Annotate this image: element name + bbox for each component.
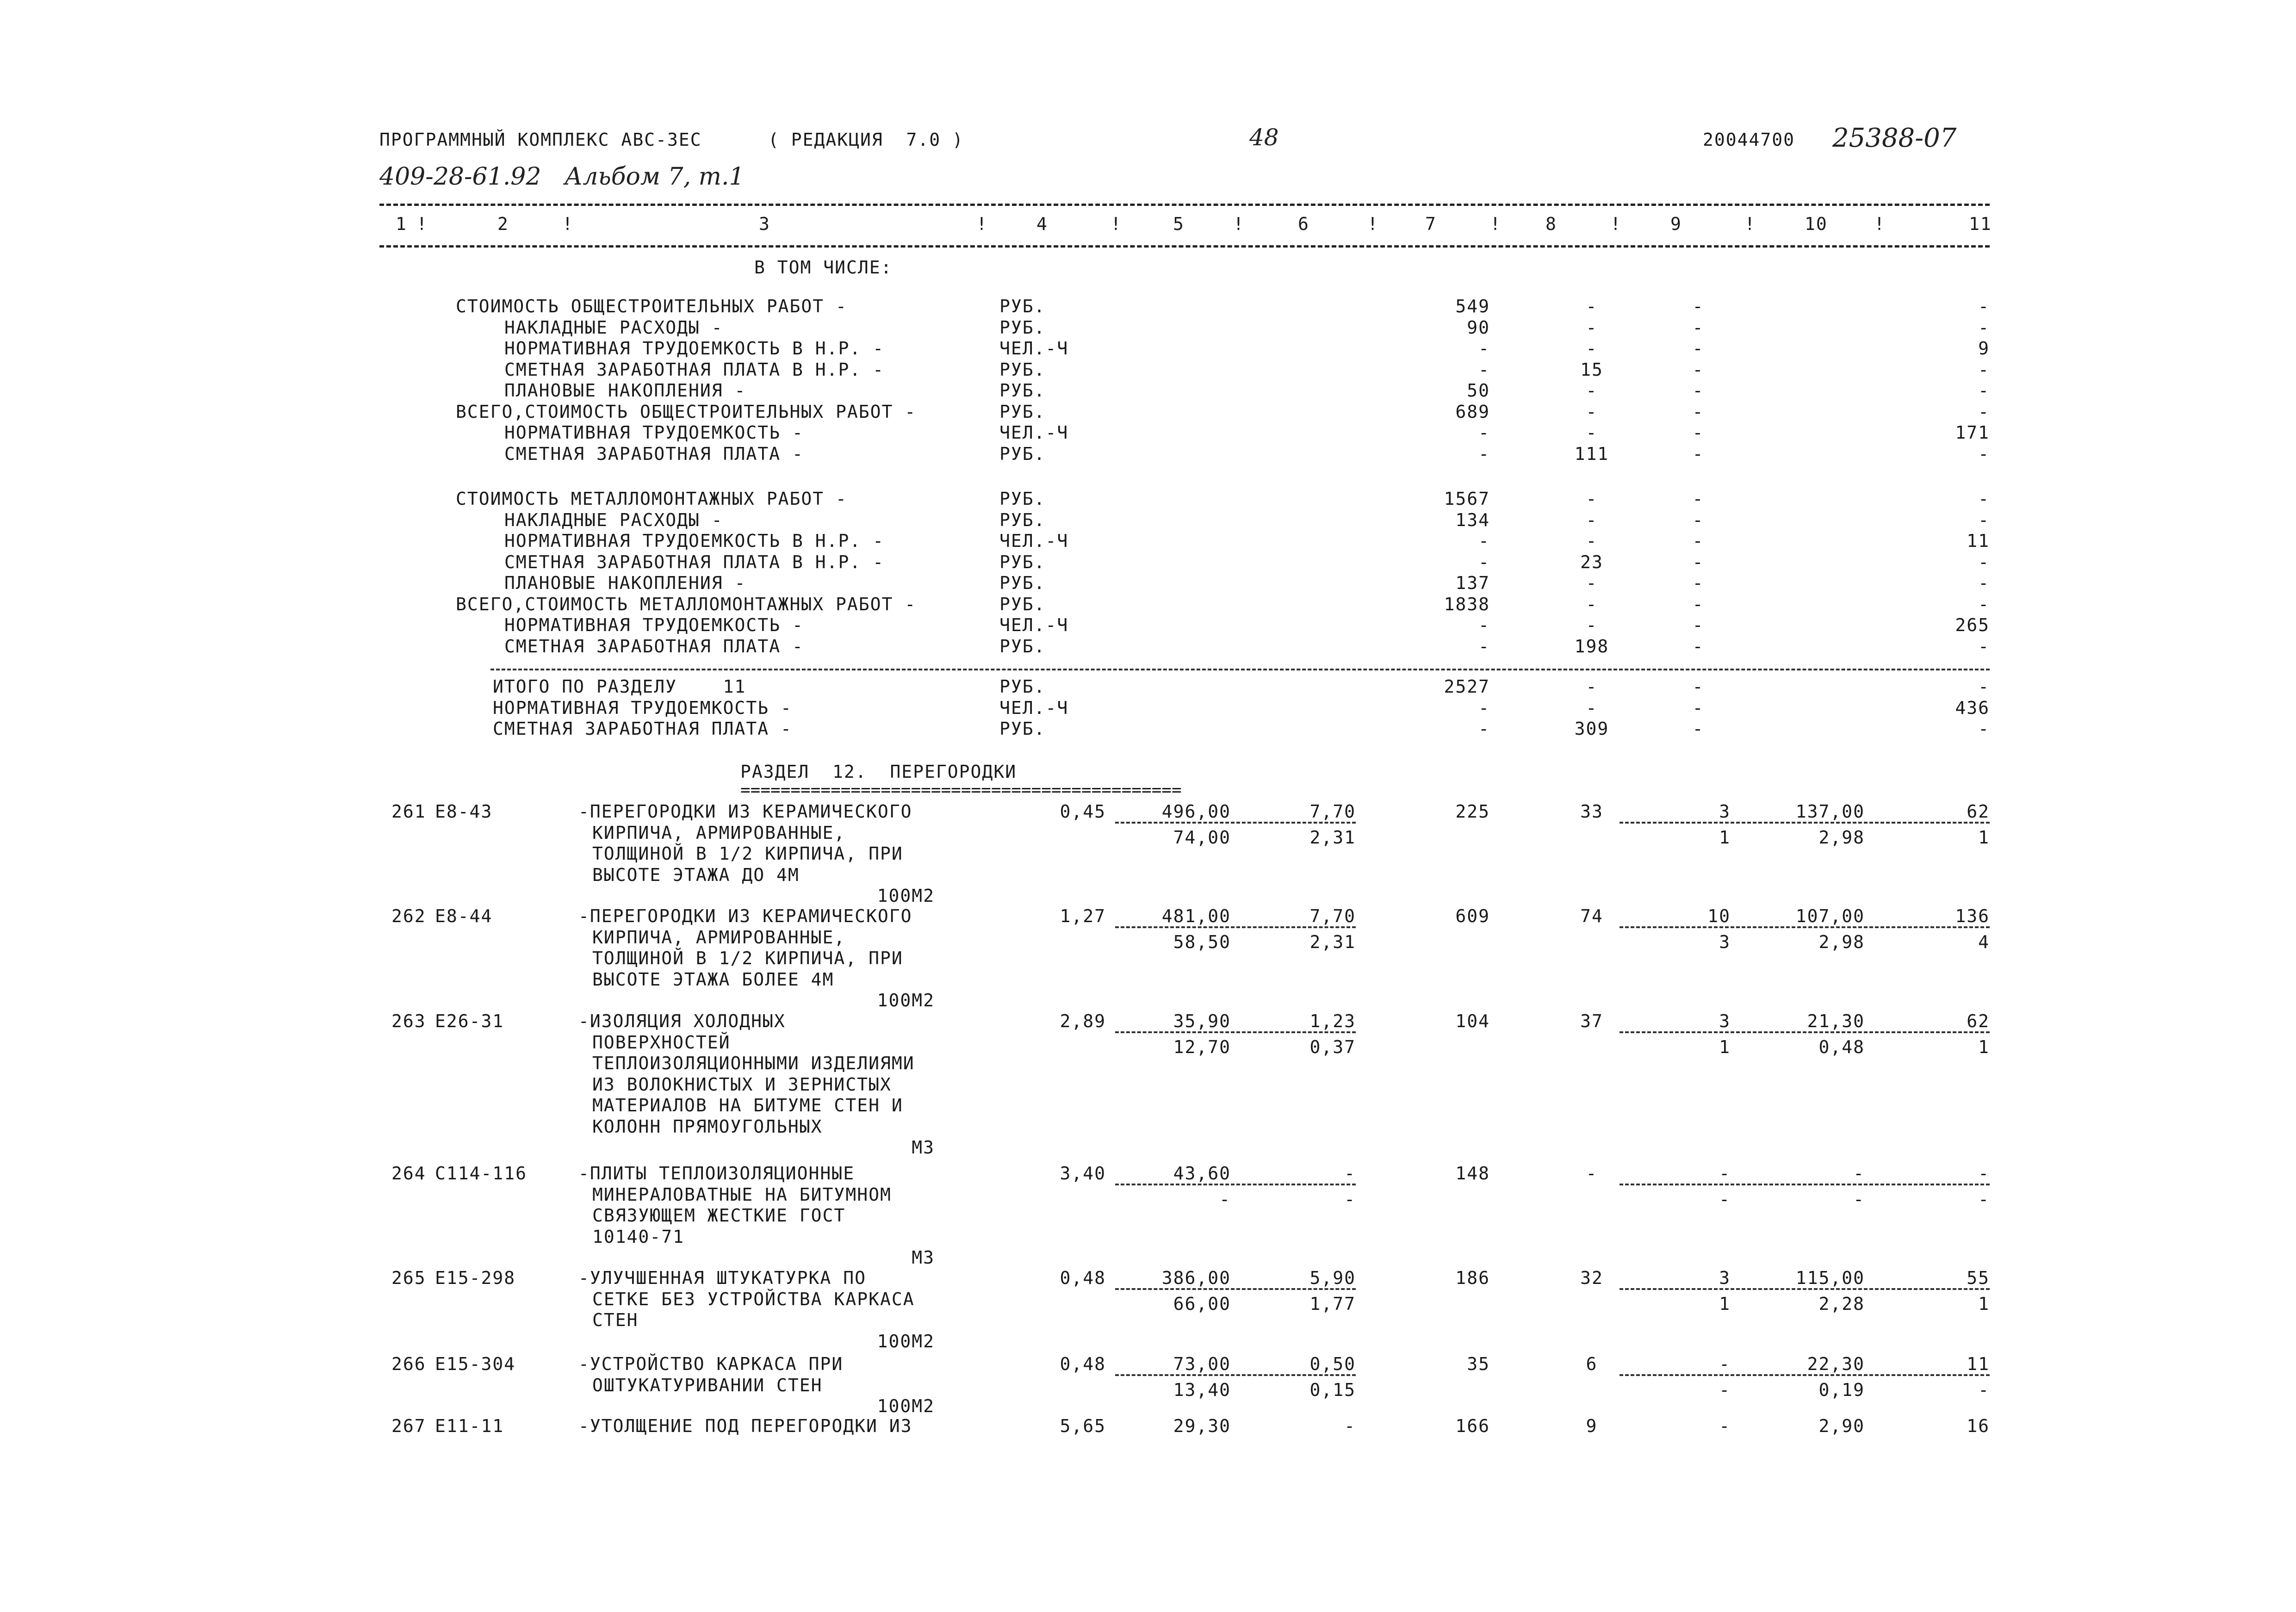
item-col11-total: 62 [1967, 801, 1990, 822]
item-code: Е15-304 [435, 1354, 516, 1374]
item-col11-total: 136 [1955, 906, 1990, 926]
item-col11-total: 16 [1967, 1416, 1990, 1436]
summary-metal-col11: - [1978, 552, 1990, 572]
column-number: 8 [1545, 214, 1557, 234]
summary-general-col8: - [1586, 296, 1598, 316]
item-col8: - [1586, 1163, 1598, 1184]
item-col6-total: - [1344, 1163, 1356, 1184]
item-description: ИЗ ВОЛОКНИСТЫХ И ЗЕРНИСТЫХ [592, 1074, 892, 1095]
item-col9-total: 10 [1707, 906, 1731, 926]
item-quantity: 0,48 [1060, 1268, 1106, 1288]
item-col10-total: 2,90 [1818, 1416, 1865, 1436]
item-col6-wage: 2,31 [1309, 932, 1356, 952]
item-description: ВЫСОТЕ ЭТАЖА БОЛЕЕ 4М [592, 969, 834, 990]
summary-general-label: ВСЕГО,СТОИМОСТЬ ОБЩЕСТРОИТЕЛЬНЫХ РАБОТ - [456, 401, 917, 422]
summary-general-label: ПЛАНОВЫЕ НАКОПЛЕНИЯ - [504, 380, 746, 401]
item-col7: 166 [1455, 1416, 1490, 1436]
item-number: 264 [391, 1163, 426, 1184]
item-col8: 32 [1580, 1268, 1603, 1288]
summary-general-col9: - [1692, 338, 1704, 359]
summary-general-unit: РУБ. [999, 401, 1046, 422]
summary-metal-label: НАКЛАДНЫЕ РАСХОДЫ - [504, 509, 723, 530]
item-description: ПОВЕРХНОСТЕЙ [592, 1032, 731, 1053]
item-col11-wage: - [1978, 1189, 1990, 1209]
column-number: 3 [759, 214, 770, 234]
divider [1115, 926, 1356, 928]
item-col6-wage: 1,77 [1309, 1294, 1356, 1314]
item-col11-wage: - [1978, 1380, 1990, 1400]
total-col8: - [1586, 697, 1598, 718]
summary-general-col9: - [1692, 380, 1704, 401]
summary-general-col8: 15 [1580, 359, 1603, 380]
total-col7: 2527 [1444, 676, 1490, 697]
summary-metal-label: НОРМАТИВНАЯ ТРУДОЕМКОСТЬ - [504, 615, 804, 635]
summary-general-col7: - [1478, 359, 1490, 380]
item-col7: 225 [1455, 801, 1490, 822]
column-separator: ! [1233, 214, 1245, 234]
summary-general-unit: РУБ. [999, 380, 1046, 401]
summary-metal-col8: - [1586, 615, 1598, 635]
summary-metal-label: СТОИМОСТЬ МЕТАЛЛОМОНТАЖНЫХ РАБОТ - [456, 489, 847, 509]
summary-metal-label: СМЕТНАЯ ЗАРАБОТНАЯ ПЛАТА В Н.Р. - [504, 552, 884, 572]
item-col5-total: 496,00 [1161, 801, 1231, 822]
summary-general-label: СМЕТНАЯ ЗАРАБОТНАЯ ПЛАТА - [504, 443, 804, 464]
summary-general-col8: - [1586, 422, 1598, 443]
divider [1115, 1288, 1356, 1290]
item-description: МАТЕРИАЛОВ НА БИТУМЕ СТЕН И [592, 1095, 903, 1116]
column-separator: ! [1744, 214, 1756, 234]
divider [1620, 822, 1990, 824]
divider [1620, 926, 1990, 928]
item-description: -УТОЛЩЕНИЕ ПОД ПЕРЕГОРОДКИ ИЗ [578, 1416, 912, 1436]
summary-general-unit: РУБ. [999, 317, 1046, 338]
divider [1620, 1184, 1990, 1185]
including-label: В ТОМ ЧИСЛЕ: [754, 257, 893, 278]
summary-general-col9: - [1692, 422, 1704, 443]
item-col6-total: 7,70 [1309, 801, 1356, 822]
item-number: 265 [391, 1268, 426, 1288]
item-description: ВЫСОТЕ ЭТАЖА ДО 4М [592, 864, 800, 885]
total-label: НОРМАТИВНАЯ ТРУДОЕМКОСТЬ - [493, 697, 792, 718]
page-number: 48 [1249, 124, 1279, 151]
summary-general-col7: 689 [1455, 401, 1490, 422]
item-col9-wage: - [1719, 1380, 1731, 1400]
item-col11-total: - [1978, 1163, 1990, 1184]
column-separator: ! [1111, 214, 1122, 234]
item-col11-wage: 1 [1978, 1294, 1990, 1314]
item-description: ТЕПЛОИЗОЛЯЦИОННЫМИ ИЗДЕЛИЯМИ [592, 1053, 915, 1073]
item-code: Е15-298 [435, 1268, 516, 1288]
summary-general-col9: - [1692, 359, 1704, 380]
item-col6-wage: 0,15 [1309, 1380, 1356, 1400]
item-col5-wage: 13,40 [1173, 1380, 1231, 1400]
divider [1620, 1374, 1990, 1376]
summary-metal-col11: - [1978, 489, 1990, 509]
item-col9-total: - [1719, 1416, 1731, 1436]
item-col6-total: - [1344, 1416, 1356, 1436]
summary-general-unit: РУБ. [999, 296, 1046, 316]
summary-metal-unit: РУБ. [999, 509, 1046, 530]
item-col10-wage: 0,19 [1818, 1380, 1865, 1400]
summary-metal-col9: - [1692, 636, 1704, 657]
total-col11: 436 [1955, 697, 1990, 718]
item-col10-wage: - [1853, 1189, 1865, 1209]
summary-metal-unit: РУБ. [999, 594, 1046, 614]
summary-metal-col9: - [1692, 573, 1704, 593]
item-col7: 186 [1455, 1268, 1490, 1288]
summary-metal-col8: - [1586, 531, 1598, 551]
item-description: ОШТУКАТУРИВАНИИ СТЕН [592, 1375, 823, 1395]
summary-general-col11: - [1978, 401, 1990, 422]
doc-code: 20044700 [1703, 130, 1795, 150]
section-underline: ============================================ [740, 781, 1182, 800]
item-col8: 33 [1580, 801, 1603, 822]
summary-metal-col8: - [1586, 489, 1598, 509]
summary-metal-col8: - [1586, 594, 1598, 614]
divider [1115, 822, 1356, 824]
item-description: -ПЕРЕГОРОДКИ ИЗ КЕРАМИЧЕСКОГО [578, 801, 912, 822]
item-col7: 609 [1455, 906, 1490, 926]
item-description: СЕТКЕ БЕЗ УСТРОЙСТВА КАРКАСА [592, 1289, 915, 1309]
item-col10-wage: 2,98 [1818, 932, 1865, 952]
item-col5-wage: 74,00 [1173, 827, 1231, 848]
summary-general-unit: РУБ. [999, 443, 1046, 464]
item-col10-total: 22,30 [1807, 1354, 1865, 1374]
total-col11: - [1978, 719, 1990, 739]
total-col7: - [1478, 697, 1490, 718]
total-label: СМЕТНАЯ ЗАРАБОТНАЯ ПЛАТА - [493, 719, 792, 739]
summary-metal-col9: - [1692, 552, 1704, 572]
column-number: 7 [1425, 214, 1437, 234]
item-col9-total: 3 [1719, 1011, 1731, 1031]
item-code: С114-116 [435, 1163, 527, 1184]
item-col6-total: 5,90 [1309, 1268, 1356, 1288]
column-separator: ! [1610, 214, 1622, 234]
summary-metal-col11: - [1978, 509, 1990, 530]
summary-general-col11: - [1978, 317, 1990, 338]
total-col8: 309 [1574, 719, 1609, 739]
item-code: Е8-43 [435, 801, 493, 822]
item-col9-total: - [1719, 1354, 1731, 1374]
item-col11-total: 62 [1967, 1011, 1990, 1031]
column-separator: ! [1874, 214, 1886, 234]
column-number: 11 [1969, 214, 1992, 234]
column-separator: ! [562, 214, 574, 234]
item-unit: 100М2 [877, 886, 935, 906]
item-col7: 104 [1455, 1011, 1490, 1031]
column-number: 10 [1805, 214, 1828, 234]
summary-metal-label: НОРМАТИВНАЯ ТРУДОЕМКОСТЬ В Н.Р. - [504, 531, 884, 551]
item-col9-wage: 1 [1719, 1037, 1731, 1057]
item-col5-wage: 12,70 [1173, 1037, 1231, 1057]
column-separator: ! [1367, 214, 1379, 234]
item-number: 262 [391, 906, 426, 926]
item-col8: 74 [1580, 906, 1603, 926]
item-col10-total: 21,30 [1807, 1011, 1865, 1031]
divider [1115, 1374, 1356, 1376]
item-description: КОЛОНН ПРЯМОУГОЛЬНЫХ [592, 1116, 823, 1137]
summary-metal-unit: РУБ. [999, 636, 1046, 657]
summary-metal-col7: - [1478, 615, 1490, 635]
summary-metal-col9: - [1692, 615, 1704, 635]
total-unit: РУБ. [999, 676, 1046, 697]
summary-general-col7: 549 [1455, 296, 1490, 316]
column-separator: ! [1490, 214, 1502, 234]
total-col7: - [1478, 719, 1490, 739]
divider [1620, 1031, 1990, 1033]
program-title: ПРОГРАММНЫЙ КОМПЛЕКС АВС-ЗЕС [379, 130, 702, 150]
summary-metal-unit: ЧЕЛ.-Ч [999, 615, 1069, 635]
item-col5-wage: 66,00 [1173, 1294, 1231, 1314]
total-col11: - [1978, 676, 1990, 697]
item-number: 266 [391, 1354, 426, 1374]
summary-general-col11: - [1978, 443, 1990, 464]
summary-general-col9: - [1692, 443, 1704, 464]
item-col5-total: 43,60 [1173, 1163, 1231, 1184]
item-description: ТОЛЩИНОЙ В 1/2 КИРПИЧА, ПРИ [592, 843, 903, 864]
summary-metal-col9: - [1692, 489, 1704, 509]
divider [1115, 1184, 1356, 1185]
item-col6-wage: 0,37 [1309, 1037, 1356, 1057]
summary-metal-col7: 1567 [1444, 489, 1490, 509]
summary-general-unit: ЧЕЛ.-Ч [999, 422, 1069, 443]
column-number: 6 [1298, 214, 1309, 234]
summary-metal-col7: - [1478, 636, 1490, 657]
summary-metal-col11: - [1978, 594, 1990, 614]
item-col9-wage: 1 [1719, 827, 1731, 848]
item-col6-wage: 2,31 [1309, 827, 1356, 848]
item-quantity: 1,27 [1060, 906, 1106, 926]
summary-general-col11: - [1978, 296, 1990, 316]
item-col10-wage: 0,48 [1818, 1037, 1865, 1057]
item-quantity: 0,45 [1060, 801, 1106, 822]
item-col5-wage: 58,50 [1173, 932, 1231, 952]
total-col8: - [1586, 676, 1598, 697]
summary-metal-col8: - [1586, 573, 1598, 593]
summary-metal-unit: РУБ. [999, 489, 1046, 509]
total-label: ИТОГО ПО РАЗДЕЛУ 11 [493, 676, 746, 697]
summary-general-col9: - [1692, 296, 1704, 316]
item-col10-wage: 2,28 [1818, 1294, 1865, 1314]
item-col6-wage: - [1344, 1189, 1356, 1209]
summary-metal-label: ВСЕГО,СТОИМОСТЬ МЕТАЛЛОМОНТАЖНЫХ РАБОТ - [456, 594, 917, 614]
summary-metal-col8: 198 [1574, 636, 1609, 657]
summary-metal-col11: 265 [1955, 615, 1990, 635]
item-col11-total: 11 [1967, 1354, 1990, 1374]
summary-general-col11: 9 [1978, 338, 1990, 359]
summary-general-col8: - [1586, 317, 1598, 338]
column-number: 5 [1173, 214, 1185, 234]
item-col9-wage: - [1719, 1189, 1731, 1209]
summary-general-col8: 111 [1574, 443, 1609, 464]
summary-general-col8: - [1586, 338, 1598, 359]
item-col6-total: 1,23 [1309, 1011, 1356, 1031]
item-col10-total: - [1853, 1163, 1865, 1184]
item-unit: 100М2 [877, 1331, 935, 1352]
total-col9: - [1692, 676, 1704, 697]
column-number: 4 [1036, 214, 1048, 234]
summary-metal-col7: - [1478, 531, 1490, 551]
item-description: -УЛУЧШЕННАЯ ШТУКАТУРКА ПО [578, 1268, 866, 1288]
handwritten-album: Альбом 7, т.1 [565, 163, 745, 191]
summary-general-col11: 171 [1955, 422, 1990, 443]
summary-metal-label: СМЕТНАЯ ЗАРАБОТНАЯ ПЛАТА - [504, 636, 804, 657]
item-col5-total: 29,30 [1173, 1416, 1231, 1436]
item-col5-total: 73,00 [1173, 1354, 1231, 1374]
summary-metal-col8: 23 [1580, 552, 1603, 572]
item-col10-total: 115,00 [1795, 1268, 1865, 1288]
item-col11-wage: 4 [1978, 932, 1990, 952]
item-unit: М3 [912, 1137, 935, 1158]
summary-metal-unit: РУБ. [999, 573, 1046, 593]
item-description: -ПЕРЕГОРОДКИ ИЗ КЕРАМИЧЕСКОГО [578, 906, 912, 926]
summary-metal-col7: - [1478, 552, 1490, 572]
summary-metal-col7: 137 [1455, 573, 1490, 593]
item-col8: 9 [1586, 1416, 1598, 1436]
item-col10-total: 137,00 [1795, 801, 1865, 822]
item-col6-total: 7,70 [1309, 906, 1356, 926]
item-description: СВЯЗУЮЩЕМ ЖЕСТКИЕ ГОСТ [592, 1205, 846, 1226]
item-description: КИРПИЧА, АРМИРОВАННЫЕ, [592, 927, 846, 948]
item-col11-wage: 1 [1978, 1037, 1990, 1057]
item-col8: 6 [1586, 1354, 1598, 1374]
item-code: Е26-31 [435, 1011, 504, 1031]
edition-label: ( РЕДАКЦИЯ 7.0 ) [768, 130, 964, 150]
divider [1620, 1288, 1990, 1290]
total-col9: - [1692, 719, 1704, 739]
item-unit: 100М2 [877, 990, 935, 1011]
summary-general-label: СТОИМОСТЬ ОБЩЕСТРОИТЕЛЬНЫХ РАБОТ - [456, 296, 847, 316]
item-quantity: 2,89 [1060, 1011, 1106, 1031]
item-col9-total: - [1719, 1163, 1731, 1184]
item-col5-wage: - [1219, 1189, 1231, 1209]
item-col10-total: 107,00 [1795, 906, 1865, 926]
item-code: Е11-11 [435, 1416, 504, 1436]
column-number: 1 [396, 214, 407, 234]
summary-metal-label: ПЛАНОВЫЕ НАКОПЛЕНИЯ - [504, 573, 746, 593]
item-description: -УСТРОЙСТВО КАРКАСА ПРИ [578, 1354, 844, 1374]
column-number: 9 [1670, 214, 1682, 234]
summary-metal-col11: - [1978, 636, 1990, 657]
item-code: Е8-44 [435, 906, 493, 926]
section-title: РАЗДЕЛ 12. ПЕРЕГОРОДКИ [740, 762, 1017, 782]
total-unit: ЧЕЛ.-Ч [999, 697, 1069, 718]
summary-metal-col8: - [1586, 509, 1598, 530]
item-number: 263 [391, 1011, 426, 1031]
item-number: 267 [391, 1416, 426, 1436]
summary-metal-col7: 134 [1455, 509, 1490, 530]
summary-general-label: НОРМАТИВНАЯ ТРУДОЕМКОСТЬ В Н.Р. - [504, 338, 884, 359]
item-col11-wage: 1 [1978, 827, 1990, 848]
summary-metal-unit: РУБ. [999, 552, 1046, 572]
item-description: КИРПИЧА, АРМИРОВАННЫЕ, [592, 822, 846, 843]
item-quantity: 0,48 [1060, 1354, 1106, 1374]
item-col5-total: 386,00 [1161, 1268, 1231, 1288]
summary-general-col11: - [1978, 380, 1990, 401]
item-quantity: 3,40 [1060, 1163, 1106, 1184]
item-col7: 35 [1467, 1354, 1490, 1374]
item-number: 261 [391, 801, 426, 822]
summary-metal-col7: 1838 [1444, 594, 1490, 614]
summary-general-label: СМЕТНАЯ ЗАРАБОТНАЯ ПЛАТА В Н.Р. - [504, 359, 884, 380]
summary-metal-unit: ЧЕЛ.-Ч [999, 531, 1069, 551]
summary-general-col9: - [1692, 317, 1704, 338]
item-col9-total: 3 [1719, 1268, 1731, 1288]
column-separator: ! [416, 214, 428, 234]
item-description: 10140-71 [592, 1226, 685, 1247]
item-col6-total: 0,50 [1309, 1354, 1356, 1374]
summary-general-col8: - [1586, 401, 1598, 422]
item-description: СТЕН [592, 1310, 639, 1330]
summary-general-label: НАКЛАДНЫЕ РАСХОДЫ - [504, 317, 723, 338]
item-col9-wage: 3 [1719, 932, 1731, 952]
summary-general-col11: - [1978, 359, 1990, 380]
item-col8: 37 [1580, 1011, 1603, 1031]
item-col5-total: 481,00 [1161, 906, 1231, 926]
summary-metal-col11: 11 [1967, 531, 1990, 551]
total-col9: - [1692, 697, 1704, 718]
divider [1115, 1031, 1356, 1033]
summary-general-unit: РУБ. [999, 359, 1046, 380]
summary-general-unit: ЧЕЛ.-Ч [999, 338, 1069, 359]
item-description: ТОЛЩИНОЙ В 1/2 КИРПИЧА, ПРИ [592, 948, 903, 968]
summary-general-col8: - [1586, 380, 1598, 401]
summary-general-col7: - [1478, 338, 1490, 359]
item-col9-wage: 1 [1719, 1294, 1731, 1314]
summary-metal-col9: - [1692, 531, 1704, 551]
handwritten-series: 409-28-61.92 [379, 163, 541, 191]
summary-metal-col9: - [1692, 594, 1704, 614]
item-description: -ПЛИТЫ ТЕПЛОИЗОЛЯЦИОННЫЕ [578, 1163, 855, 1184]
item-col9-total: 3 [1719, 801, 1731, 822]
summary-general-col7: - [1478, 443, 1490, 464]
item-description: -ИЗОЛЯЦИЯ ХОЛОДНЫХ [578, 1011, 786, 1031]
summary-general-col9: - [1692, 401, 1704, 422]
item-col7: 148 [1455, 1163, 1490, 1184]
summary-general-col7: - [1478, 422, 1490, 443]
item-unit: М3 [912, 1247, 935, 1268]
item-col10-wage: 2,98 [1818, 827, 1865, 848]
summary-general-col7: 50 [1467, 380, 1490, 401]
handwritten-code: 25388-07 [1832, 123, 1957, 153]
summary-metal-col9: - [1692, 509, 1704, 530]
item-col11-total: 55 [1967, 1268, 1990, 1288]
item-description: МИНЕРАЛОВАТНЫЕ НА БИТУМНОМ [592, 1184, 892, 1205]
summary-general-col7: 90 [1467, 317, 1490, 338]
item-quantity: 5,65 [1060, 1416, 1106, 1436]
column-number: 2 [497, 214, 509, 234]
summary-metal-col11: - [1978, 573, 1990, 593]
column-separator: ! [976, 214, 988, 234]
item-col5-total: 35,90 [1173, 1011, 1231, 1031]
divider [490, 669, 1990, 670]
summary-general-label: НОРМАТИВНАЯ ТРУДОЕМКОСТЬ - [504, 422, 804, 443]
item-unit: 100М2 [877, 1396, 935, 1416]
total-unit: РУБ. [999, 719, 1046, 739]
